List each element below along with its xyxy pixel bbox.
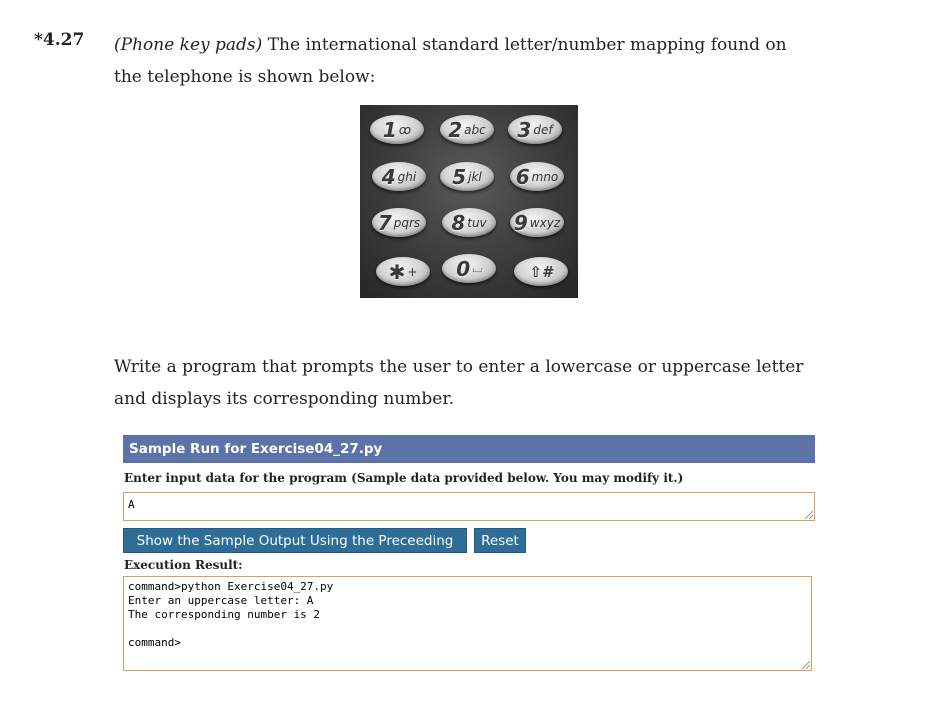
- key-9-letters: wxyz: [529, 215, 561, 230]
- phone-keypad-image: [360, 105, 578, 298]
- input-label: Enter input data for the program (Sample data provided below. You may modify it.): [124, 471, 684, 485]
- voicemail-icon: ꝏ: [398, 122, 412, 137]
- key-7: [372, 208, 426, 237]
- key-star-plus: +: [407, 264, 418, 279]
- resize-handle-icon[interactable]: [802, 661, 810, 669]
- key-0: [442, 254, 496, 283]
- key-pound: [514, 257, 568, 286]
- exercise-intro: [114, 29, 814, 93]
- key-3: [508, 115, 562, 144]
- key-6-digit: 6: [515, 164, 530, 189]
- key-8-letters: tuv: [467, 215, 487, 230]
- key-9-digit: 9: [513, 210, 528, 235]
- exercise-number: *4.27: [34, 30, 85, 50]
- key-5-digit: 5: [452, 164, 467, 189]
- key-4: [372, 162, 426, 191]
- key-4-letters: ghi: [397, 169, 417, 184]
- show-sample-output-button[interactable]: Show the Sample Output Using the Preceeding Input: [123, 528, 467, 553]
- key-5: [440, 162, 494, 191]
- execution-result-text: command>python Exercise04_27.py Enter an uppercase letter: A The corresponding number is 2 command>: [128, 580, 334, 649]
- key-3-letters: def: [533, 122, 553, 137]
- key-2: [440, 115, 494, 144]
- key-2-letters: abc: [464, 122, 486, 137]
- key-9: [510, 208, 564, 237]
- input-data-value: A: [128, 498, 135, 511]
- exercise-title: (Phone key pads): [114, 35, 263, 55]
- input-data-textarea[interactable]: [123, 492, 815, 521]
- key-1-digit: 1: [382, 117, 397, 142]
- reset-button[interactable]: Reset: [474, 528, 526, 553]
- key-star: [376, 257, 430, 286]
- key-7-digit: 7: [377, 210, 392, 235]
- key-3-digit: 3: [517, 117, 532, 142]
- star-icon: ✱: [388, 259, 406, 284]
- exercise-intro-text: The international standard letter/number mapping found on the telephone is shown below:: [114, 35, 787, 87]
- sample-run-header: Sample Run for Exercise04_27.py: [123, 435, 815, 463]
- key-8: [442, 208, 496, 237]
- key-0-digit: 0: [456, 256, 471, 281]
- key-2-digit: 2: [448, 117, 463, 142]
- pound-shift-icon: ⇧#: [529, 262, 553, 281]
- key-7-letters: pqrs: [393, 215, 421, 230]
- key-4-digit: 4: [381, 164, 396, 189]
- exercise-question: Write a program that prompts the user to enter a lowercase or uppercase letter and displays its corresponding number.: [114, 357, 804, 409]
- key-6-letters: mno: [531, 169, 559, 184]
- key-8-digit: 8: [451, 210, 466, 235]
- key-1: [370, 115, 424, 144]
- execution-result-textarea[interactable]: [123, 576, 812, 671]
- execution-result-label: Execution Result:: [124, 558, 243, 572]
- space-icon: ⌴: [472, 261, 482, 275]
- resize-handle-icon[interactable]: [805, 511, 813, 519]
- key-6: [510, 162, 564, 191]
- key-5-letters: jkl: [468, 169, 482, 184]
